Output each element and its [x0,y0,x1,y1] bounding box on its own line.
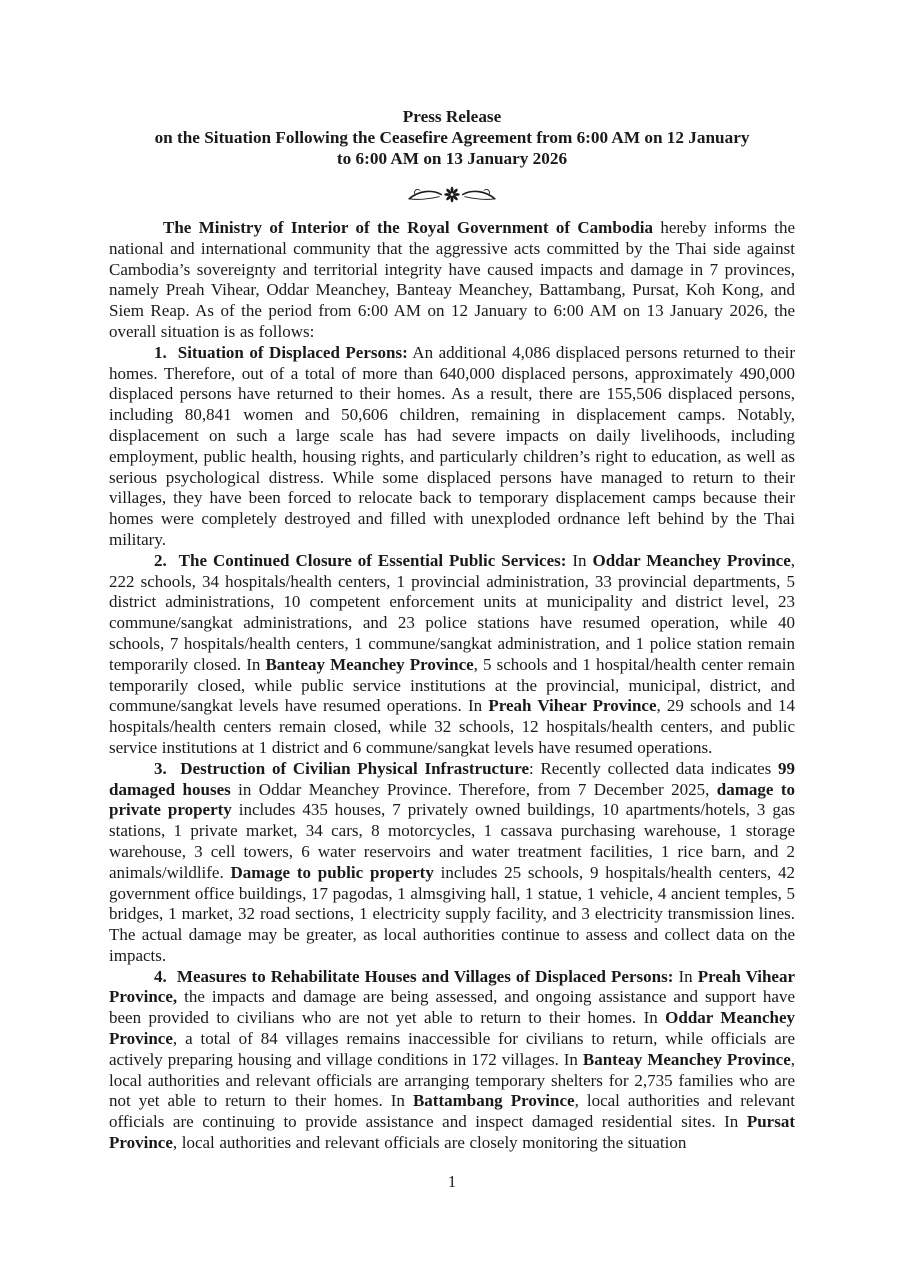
text-run: , 29 schools and 14 hospitals/health centers remain closed, while 32 schools, 12 hospitals/health centers, and public service institutions at 1 district and 6 commune/sangkat levels have resumed operations. [109,696,796,757]
bold-text-run: Banteay Meanchey Province [265,654,474,674]
text-run: , local authorities and relevant officials are closely monitoring the situation [172,1133,687,1153]
text-run: in Oddar Meanchey Province. Therefore, from 7 December 2025, [230,779,717,799]
bold-text-run: Preah Vihear Province, [109,966,796,1007]
ornament-divider [109,183,795,207]
paragraph [109,967,795,1154]
bold-text-run: damage to private property [109,779,795,820]
text-run: includes 25 schools, 9 hospitals/health centers, 42 government office buildings, 17 pagodas, 1 almsgiving hall, 1 statue, 1 vehicle, 4 ancient temples, 5 bridges, 1 market, 32 road sections, 1 electricity supply facility, and 3 electricity transmission lines. The actual damage may be greater, as local authorities continue to assess and collect data on the impacts. [109,862,795,965]
text-run: In [566,550,593,570]
bold-text-run: 2. The Continued Closure of Essential Public Services: [154,550,567,570]
bold-text-run: Preah Vihear Province [488,696,657,716]
text-run: , local authorities and relevant officials are arranging temporary shelters for 2,735 families who are not yet able to return to their homes. In [109,1049,795,1111]
paragraph [109,551,795,759]
text-run: , 222 schools, 34 hospitals/health centers, 1 provincial administration, 33 provincial departments, 5 district administrations, 10 competent enforcement units at municipality and district level, 23 commune/sangkat administrations, and 23 police stations have resumed operation, while 40 schools, 7 hospitals/health centers, 1 commune/sangkat administration, and 1 police station remain temporarily closed. In [109,550,795,674]
bold-text-run: Banteay Meanchey Province [582,1049,791,1069]
document-content [109,0,795,1154]
text-run: includes 435 houses, 7 privately owned buildings, 10 apartments/hotels, 3 gas stations, 1 private market, 34 cars, 8 motorcycles, 1 cassava purchasing warehouse, 1 storage warehouse, 3 cell towers, 6 water reservoirs and water treatment facilities, 1 rice barn, and 2 animals/wildlife. [109,800,795,882]
bold-text-run: 3. Destruction of Civilian Physical Infrastructure [154,758,529,778]
bold-text-run: Oddar Meanchey Province [109,1008,795,1049]
paragraph [109,218,795,343]
bold-text-run: Oddar Meanchey Province [592,550,791,570]
bold-text-run: 1. Situation of Displaced Persons: [154,342,408,362]
paragraph [109,343,795,551]
bold-text-run: 4. Measures to Rehabilitate Houses and Villages of Displaced Persons: [154,966,674,986]
title-line: on the Situation Following the Ceasefire Agreement from 6:00 AM on 12 January [154,128,750,147]
text-run: , a total of 84 villages remains inaccessible for civilians to return, while officials are actively preparing housing and village conditions in 172 villages. In [109,1029,795,1069]
text-run: : Recently collected data indicates [528,758,778,778]
bold-text-run: 99 damaged houses [109,758,795,799]
text-run: , local authorities and relevant officials are continuing to provide assistance and inspect damaged residential sites. In [109,1091,795,1132]
text-run: , 5 schools and 1 hospital/health center remain temporarily closed, while public service institutions at the provincial, municipal, district, and commune/sangkat levels have resumed operations. In [109,654,795,716]
bold-text-run: The Ministry of Interior of the Royal Government of Cambodia [163,218,653,237]
text-run: An additional 4,086 displaced persons returned to their homes. Therefore, out of a total of more than 640,000 displaced persons, approximately 490,000 displaced persons have returned to their homes. As a result, there are 155,506 displaced persons, including 80,841 women and 50,606 children, remaining in displacement camps. Notably, displacement on such a large scale has had severe impacts on daily livelihoods, including employment, public health, housing rights, and particularly children’s right to education, as well as serious psychological distress. While some displaced persons have managed to return to their villages, they have been forced to relocate back to temporary displacement camps because their homes were completely destroyed and filled with unexploded ordnance left behind by the Thai military. [109,342,795,549]
paragraph [109,759,795,967]
bold-text-run: Pursat Province [109,1112,795,1153]
page-number: 1 [447,1172,457,1191]
text-run: hereby informs the national and international community that the aggressive acts committed by the Thai side against Cambodia’s sovereignty and territorial integrity have caused impacts and damage in 7 provinces, namely Preah Vihear, Oddar Meanchey, Banteay Meanchey, Battambang, Pursat, Koh Kong, and Siem Reap. As of the period from 6:00 AM on 12 January to 6:00 AM on 13 January 2026, the overall situation is as follows: [109,218,795,341]
bold-text-run: Battambang Province [412,1091,575,1111]
title-line: Press Release [402,107,502,126]
text-run: the impacts and damage are being assessed, and ongoing assistance and support have been provided to civilians who are not yet able to return to their homes. In [109,987,795,1028]
title-line: to 6:00 AM on 13 January 2026 [336,149,568,168]
document-body [109,218,795,1154]
bold-text-run: Damage to public property [230,862,434,882]
document-title [109,106,795,169]
text-run: In [673,966,698,986]
floral-divider-icon [402,183,502,206]
